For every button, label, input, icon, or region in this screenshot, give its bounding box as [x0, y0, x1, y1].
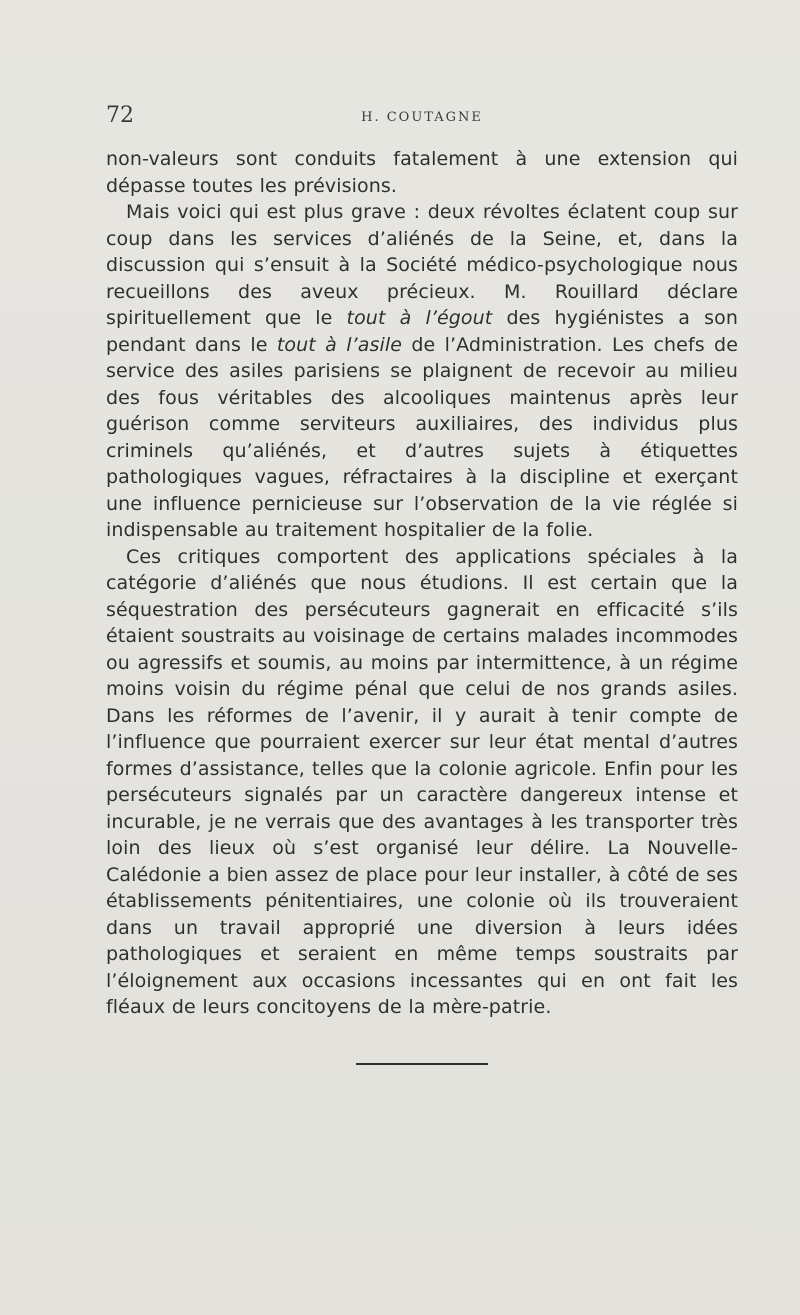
- page-header: [106, 103, 738, 133]
- paragraph-text: Mais voici qui est plus grave : deux révoltes éclatent coup sur coup dans les services d’aliénés de la Seine, et, dans la discussion qui s’ensuit à la Société médico-psychologique nous recueillons des aveux précieux. M. Rouillard déclare spirituellement que le: [106, 201, 738, 329]
- paragraph-text: des hygiénistes a son pendant dans le: [106, 307, 738, 356]
- running-head: H. COUTAGNE: [361, 110, 483, 125]
- italic-phrase-asile: tout à l’asile: [276, 333, 403, 356]
- end-rule: [356, 1063, 488, 1065]
- paragraph-revoltes: [106, 199, 738, 544]
- body-text: [106, 146, 738, 1021]
- page-number: 72: [106, 103, 134, 128]
- paragraph-text: de l’Administration. Les chefs de service des asiles parisiens se plaignent de recevoir au milieu des fous véritables des alcooliques maintenus après leur guérison comme serviteurs auxiliaires, des individus plus criminels qu’aliénés, et d’autres sujets à étiquettes pathologiques vagues, réfractaires à la discipline et exerçant une influence pernicieuse sur l’observation de la vie réglée si indispensable au traitement hospitalier de la folie.: [106, 333, 738, 541]
- paragraph-critiques: Ces critiques comportent des applications spéciales à la catégorie d’aliénés que nous étudions. Il est certain que la séquestration des persécuteurs gagnerait en efficacité s’ils étaient soustraits au voisinage de certains malades incommodes ou agressifs et soumis, au moins par intermittence, à un régime moins voisin du régime pénal que celui de nos grands asiles. Dans les réformes de l’avenir, il y aurait à tenir compte de l’influence que pourraient exercer sur leur état mental d’autres formes d’assistance, telles que la colonie agricole. Enfin pour les persécuteurs signalés par un caractère dangereux intense et incurable, je ne verrais que des avantages à les transporter très loin des lieux où s’est organisé leur délire. La Nouvelle-Calédonie a bien assez de place pour leur installer, à côté de ses établissements pénitentiaires, une colonie où ils trouveraient dans un travail approprié une diversion à leurs idées pathologiques et seraient en même temps soustraits par l’éloignement aux occasions incessantes qui en ont fait les fléaux de leurs concitoyens de la mère-patrie.: [106, 545, 738, 1018]
- italic-phrase-egout: tout à l’égout: [346, 307, 493, 329]
- paragraph-continuation: non-valeurs sont conduits fatalement à une extension qui dépasse toutes les prévisions.: [106, 148, 738, 197]
